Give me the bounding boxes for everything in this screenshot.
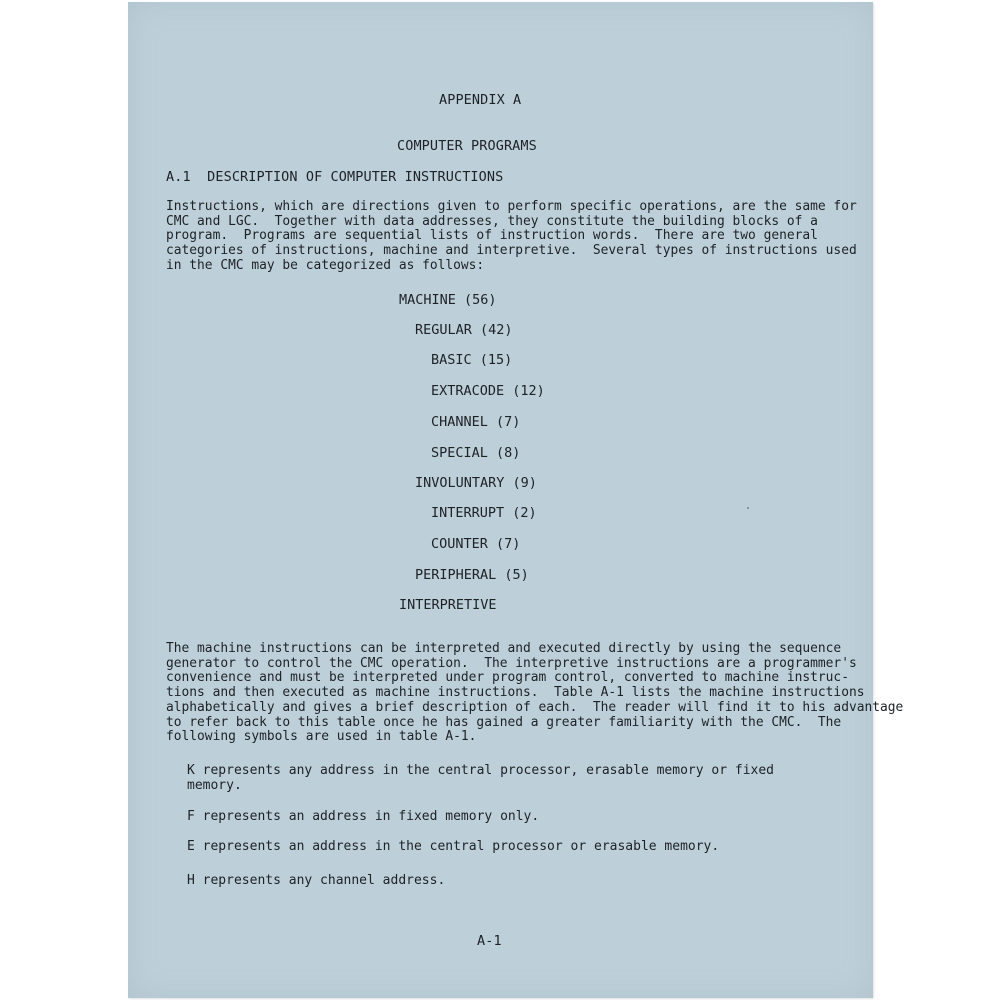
- body-line: following symbols are used in table A-1.: [166, 729, 477, 745]
- body-line: generator to control the CMC operation. The interpretive instructions are a programmer's: [166, 655, 857, 671]
- page-number: A-1: [477, 933, 502, 949]
- category-extracode: EXTRACODE (12): [431, 383, 545, 399]
- intro-line: program. Programs are sequential lists of instruction words. There are two general: [166, 228, 818, 244]
- category-interpretive: INTERPRETIVE: [399, 597, 497, 613]
- section-title: COMPUTER PROGRAMS: [397, 138, 537, 154]
- category-peripheral: PERIPHERAL (5): [415, 567, 529, 583]
- symbol-line: F represents an address in fixed memory only.: [187, 809, 540, 824]
- category-counter: COUNTER (7): [431, 536, 521, 552]
- symbol-definition-e: [187, 839, 719, 854]
- symbol-definition-f: [187, 809, 539, 824]
- symbol-line: K represents any address in the central processor, erasable memory or fixed: [187, 763, 774, 778]
- subsection-heading: A.1 DESCRIPTION OF COMPUTER INSTRUCTIONS: [166, 169, 504, 185]
- symbol-definition-k: [187, 763, 774, 793]
- category-basic: BASIC (15): [431, 352, 513, 368]
- body-line: alphabetically and gives a brief description of each. The reader will find it to his advantage: [166, 699, 904, 715]
- category-involuntary: INVOLUNTARY (9): [415, 475, 537, 491]
- intro-line: categories of instructions, machine and interpretive. Several types of instructions used: [166, 243, 857, 259]
- symbol-line: E represents an address in the central processor or erasable memory.: [187, 839, 720, 854]
- appendix-title: APPENDIX A: [439, 92, 522, 108]
- category-machine: MACHINE (56): [399, 292, 497, 308]
- intro-paragraph: [166, 200, 857, 274]
- body-line: to refer back to this table once he has gained a greater familiarity with the CMC. The: [166, 714, 842, 730]
- body-line: convenience and must be interpreted under program control, converted to machine instruc-: [166, 670, 849, 686]
- document-page: [128, 2, 904, 998]
- category-interrupt: INTERRUPT (2): [431, 505, 537, 521]
- symbol-line: memory.: [187, 778, 242, 793]
- symbol-definition-h: [187, 873, 445, 888]
- body-line: The machine instructions can be interpreted and executed directly by using the sequence: [166, 641, 842, 656]
- paper-speck: [747, 507, 749, 509]
- body-paragraph: [166, 642, 903, 745]
- category-special: SPECIAL (8): [431, 445, 521, 461]
- intro-line: CMC and LGC. Together with data addresses, they constitute the building blocks of a: [166, 213, 818, 229]
- intro-line: Instructions, which are directions given to perform specific operations, are the same for: [166, 199, 857, 214]
- category-regular: REGULAR (42): [415, 322, 513, 338]
- symbol-line: H represents any channel address.: [187, 873, 446, 888]
- intro-line: in the CMC may be categorized as follows:: [166, 257, 485, 273]
- body-line: tions and then executed as machine instructions. Table A-1 lists the machine instructions: [166, 685, 865, 701]
- category-channel: CHANNEL (7): [431, 414, 521, 430]
